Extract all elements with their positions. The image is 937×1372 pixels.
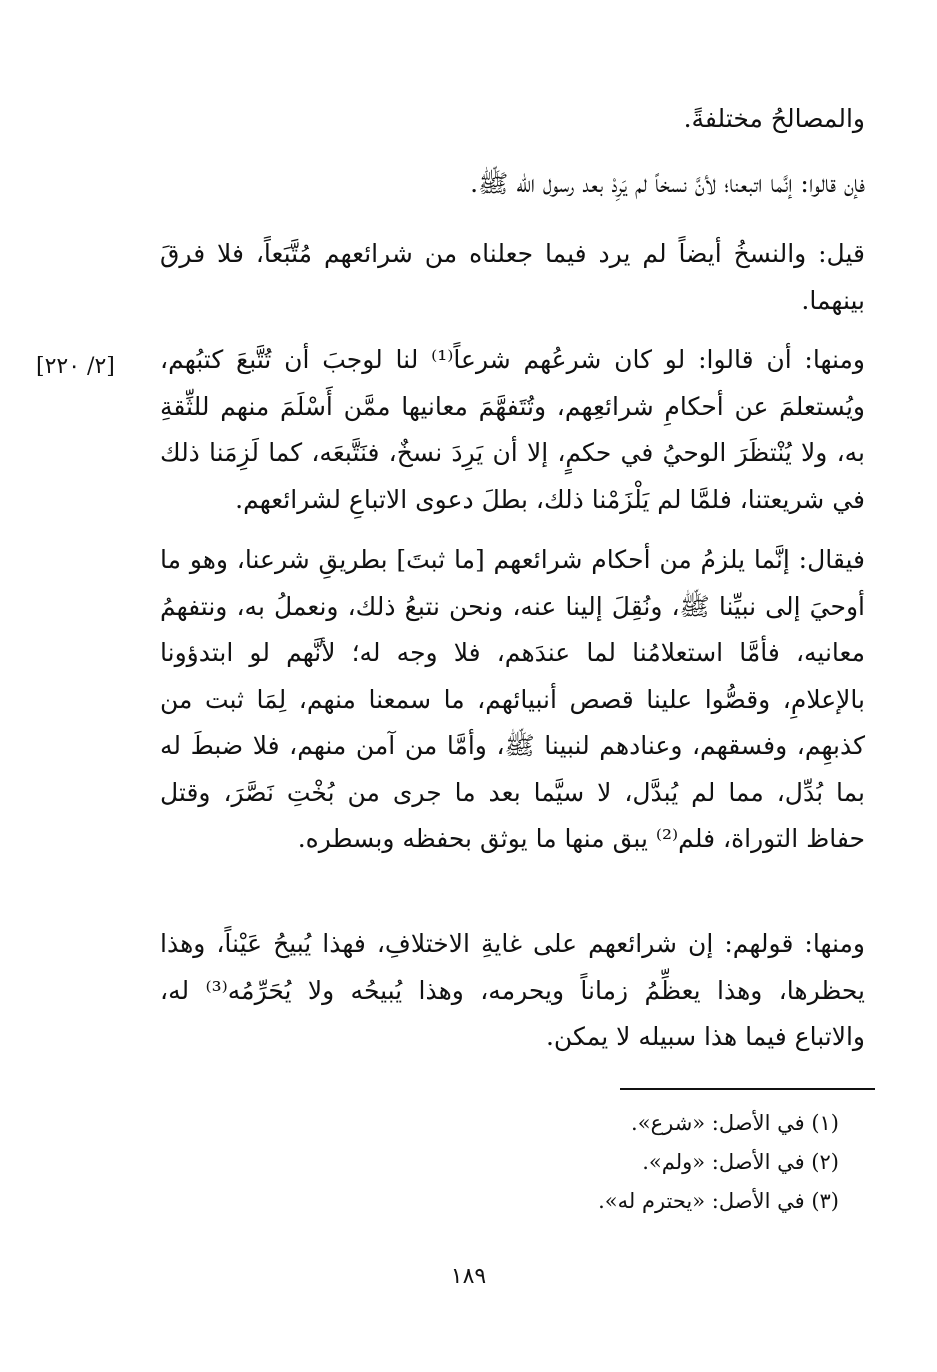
margin-reference: [٢/ ٢٢٠] xyxy=(36,354,115,379)
footnotes xyxy=(598,1104,839,1221)
paragraph-objection: فإن قالوا: إنَّما اتبعنا؛ لأنَّ نسخاً لم يَرِدْ بعد رسول الله ﷺ. xyxy=(470,169,865,198)
paragraph-continuation: والمصالحُ مختلفةً. xyxy=(683,104,865,133)
page-number: ١٨٩ xyxy=(450,1264,487,1289)
paragraph-argument: ومنها: أن قالوا: لو كان شرعُهم شرعاً⁽¹⁾ لنا لوجبَ أن تُتَّبعَ كتبُهم، ويُستعلمَ عن أحكامِ شرائعِهم، وتُتَفهَّمَ معانيها ممَّن أَسْلَمَ منهم للثِّقةِ به، ولا يُنْتظَرَ الوحيُ في حكمٍ، إلا أن يَرِدَ نسخٌ، فنَتَّبعَه، كما لَزِمَنا ذلك في شريعتنا، فلمَّا لم يَلْزَمْنا ذلك، بطلَ دعوى الاتباعِ لشرائعهم. xyxy=(160,345,865,514)
footnote-1: (١) في الأصل: «شرع». xyxy=(631,1111,839,1135)
paragraph-response: فيقال: إنَّما يلزمُ من أحكام شرائعهم [ما ثبتَ] بطريقِ شرعنا، وهو ما أوحيَ إلى نبيِّنا ﷺ، ونُقِلَ إلينا عنه، ونحن نتبعُ ذلك، ونعملُ به، ونتفهمُ معانيه، فأمَّا استعلامُنا لما عندَهم، فلا وجه له؛ لأنَّهم لو ابتدؤونا بالإعلامِ، وقصُّوا علينا قصص أنبيائهم، ما سمعنا منهم، لِمَا ثبت من كذبهِم، وفسقهم، وعنادهم لنبينا ﷺ، وأمَّا من آمن منهم، فلا ضبطَ له بما بُدِّل، مما لم يُبدَّل، لا سيَّما بعد ما جرى من بُخْتِ نَصَّرَ، وقتل حفاظ التوراة، فلم⁽²⁾ يبق منها ما يوثق بحفظه وبسطره. xyxy=(160,545,865,853)
footnote-2: (٢) في الأصل: «ولم». xyxy=(642,1150,839,1174)
paragraph-differences: ومنها: قولهم: إن شرائعهم على غايةِ الاختلافِ، فهذا يُبيحُ عَيْناً، وهذا يحظرها، وهذا يعظِّمُ زماناً ويحرمه، وهذا يُبيحُه ولا يُحَرِّمُه⁽³⁾ له، والاتباع فيما هذا سبيله لا يمكن. xyxy=(160,929,865,1051)
footnote-divider xyxy=(620,1088,875,1090)
footnote-3: (٣) في الأصل: «يحترم له». xyxy=(598,1189,839,1213)
paragraph-reply: قيل: والنسخُ أيضاً لم يرد فيما جعلناه من شرائعهم مُتَّبَعاً، فلا فرقَ بينهما. xyxy=(160,239,865,315)
